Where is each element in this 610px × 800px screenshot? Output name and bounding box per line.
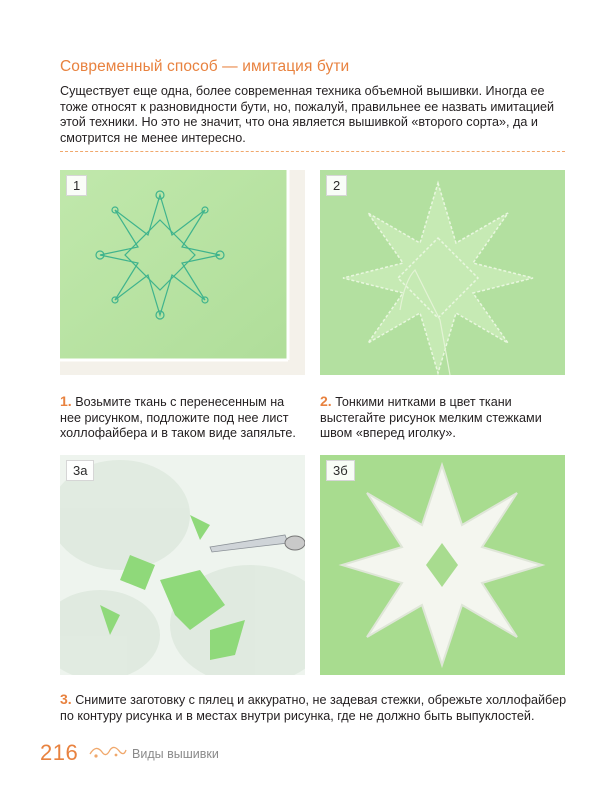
step-2-caption (320, 394, 568, 442)
step-1-caption (60, 394, 308, 442)
step-1-text: Возьмите ткань с перенесенным на нее рисунком, подложите под нее лист холлофайбера и в таком виде запяльте. (60, 395, 296, 440)
dashed-divider (60, 151, 565, 152)
section-title: Современный способ — имитация бути (60, 58, 350, 75)
step-2-number: 2. (320, 393, 332, 409)
photo-step-3b-image (320, 455, 565, 675)
step-3-caption (60, 692, 570, 724)
step-3-text: Снимите заготовку с пялец и аккуратно, не задевая стежки, обрежьте холлофайбер по контуру рисунка и в местах внутри рисунка, где не должно быть выпуклостей. (60, 693, 567, 723)
step-2-text: Тонкими нитками в цвет ткани выстегайте рисунок мелким стежками швом «вперед иголку». (320, 395, 542, 440)
step-3-number: 3. (60, 691, 72, 707)
photo-step-2 (320, 170, 565, 375)
photo-step-1-image (60, 170, 305, 375)
photo-step-3a-image (60, 455, 305, 675)
photo-label-1: 1 (66, 175, 87, 196)
photo-step-3a (60, 455, 305, 675)
page-number: 216 (40, 740, 79, 765)
photo-step-1 (60, 170, 305, 375)
decorative-ornament-icon (88, 740, 128, 762)
photo-step-3b (320, 455, 565, 675)
section-name: Виды вышивки (132, 747, 219, 761)
photo-label-3a: 3а (66, 460, 94, 481)
photo-step-2-image (320, 170, 565, 375)
step-1-number: 1. (60, 393, 72, 409)
photo-label-2: 2 (326, 175, 347, 196)
intro-paragraph: Существует еще одна, более современная техника объемной вышивки. Иногда ее тоже относят к разновидности бути, но, пожалуй, правильнее ее назвать имитацией этой техники. Но это не значит, что она является вышивкой «второго сорта», да и смотрится не менее интересно. (60, 84, 555, 145)
photo-label-3b: 3б (326, 460, 355, 481)
